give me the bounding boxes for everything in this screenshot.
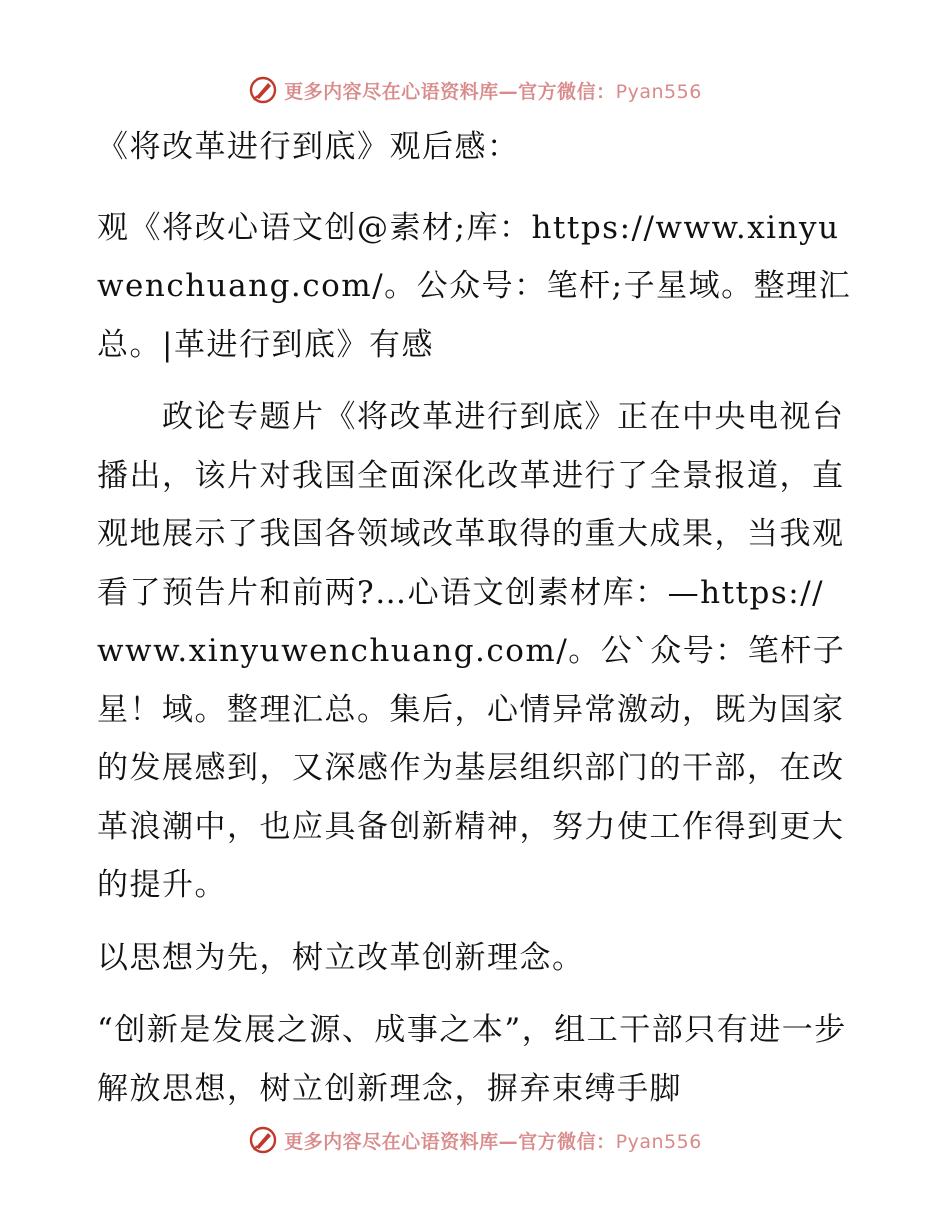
banner-account: Pyan556 [615,1130,702,1153]
header-banner [0,70,950,110]
quill-pen-icon [248,75,278,105]
banner-account: Pyan556 [615,80,702,103]
footer-banner [0,1120,950,1160]
banner-text: 更多内容尽在心语资料库—官方微信：Pyan556 [284,80,702,103]
banner-text: 更多内容尽在心语资料库—官方微信：Pyan556 [284,1130,702,1153]
document-body [97,118,852,1118]
paragraph-2: 政论专题片《将改革进行到底》正在中央电视台播出，该片对我国全面深化改革进行了全景报道，直观地展示了我国各领域改革取得的重大成果，当我观看了预告片和前两?…心语文创素材库：—https://www.xinyuwenchuang.com/。公`众号：笔杆子星！域。整理汇总。集后，心情异常激动，既为国家的发展感到，又深感作为基层组织部门的干部，在改革浪潮中，也应具备创新精神，努力使工作得到更大的提升。 [97,399,846,903]
paragraph-3: 以思想为先，树立改革创新理念。 [97,939,585,976]
paragraph-1: 观《将改心语文创@素材;库：https://www.xinyuwenchuang.com/。公众号：笔杆;子星域。整理汇总。|革进行到底》有感 [97,209,852,363]
paragraph-4: “创新是发展之源、成事之本”，组工干部只有进一步解放思想，树立创新理念，摒弃束缚手脚 [97,1012,847,1107]
document-title: 《将改革进行到底》观后感： [97,129,520,165]
quill-pen-icon [248,1125,278,1155]
